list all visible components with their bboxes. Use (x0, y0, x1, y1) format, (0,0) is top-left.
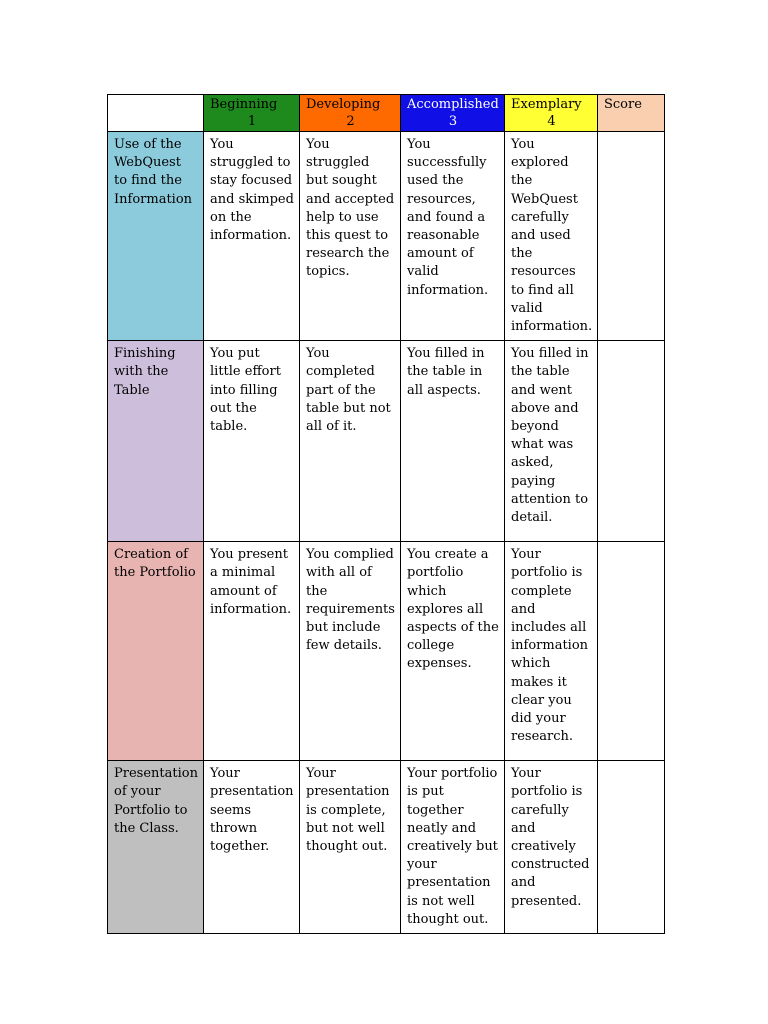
score-cell (598, 132, 665, 341)
table-row (108, 761, 665, 934)
criterion-cell: Finishing with the Table (108, 341, 204, 542)
level-developing-header (300, 95, 401, 132)
rubric-table (107, 94, 665, 934)
level-name: Exemplary (511, 97, 582, 112)
rubric-cell: You create a portfolio which explores all aspects of the college expenses. (401, 542, 505, 761)
score-header (598, 95, 665, 132)
level-name: Developing (306, 97, 381, 112)
rubric-cell: Your portfolio is complete and includes all information which makes it clear you did your research. (505, 542, 598, 761)
level-accomplished-header (401, 95, 505, 132)
score-cell (598, 542, 665, 761)
rubric-cell: You successfully used the resources, and found a reasonable amount of valid information. (401, 132, 505, 341)
score-cell (598, 761, 665, 934)
criterion-cell: Use of the WebQuest to find the Information (108, 132, 204, 341)
table-row (108, 542, 665, 761)
table-row (108, 132, 665, 341)
level-name: Beginning (210, 97, 278, 112)
criterion-cell: Presentation of your Portfolio to the Class. (108, 761, 204, 934)
rubric-cell: You struggled but sought and accepted help to use this quest to research the topics. (300, 132, 401, 341)
criterion-cell: Creation of the Portfolio (108, 542, 204, 761)
level-name: Accomplished (407, 97, 499, 112)
level-number: 2 (346, 114, 355, 129)
rubric-cell: You put little effort into filling out the table. (204, 341, 300, 542)
rubric-cell: Your presentation seems thrown together. (204, 761, 300, 934)
rubric-cell: Your presentation is complete, but not well thought out. (300, 761, 401, 934)
rubric-cell: You explored the WebQuest carefully and used the resources to find all valid information. (505, 132, 598, 341)
rubric-cell: Your portfolio is carefully and creatively constructed and presented. (505, 761, 598, 934)
score-cell (598, 341, 665, 542)
level-number: 3 (448, 114, 458, 129)
header-row (108, 95, 665, 132)
rubric-cell: You complied with all of the requirements but include few details. (300, 542, 401, 761)
level-number: 1 (247, 114, 257, 129)
rubric-cell: You present a minimal amount of information. (204, 542, 300, 761)
level-beginning-header (204, 95, 300, 132)
table-row (108, 341, 665, 542)
rubric-cell: Your portfolio is put together neatly and creatively but your presentation is not well thought out. (401, 761, 505, 934)
rubric-cell: You filled in the table in all aspects. (401, 341, 505, 542)
rubric-cell: You completed part of the table but not all of it. (300, 341, 401, 542)
level-number: 4 (547, 114, 556, 129)
level-exemplary-header (505, 95, 598, 132)
score-label: Score (604, 97, 642, 112)
rubric-cell: You filled in the table and went above and beyond what was asked, paying attention to detail. (505, 341, 598, 542)
corner-cell (108, 95, 204, 132)
rubric-cell: You struggled to stay focused and skimped on the information. (204, 132, 300, 341)
